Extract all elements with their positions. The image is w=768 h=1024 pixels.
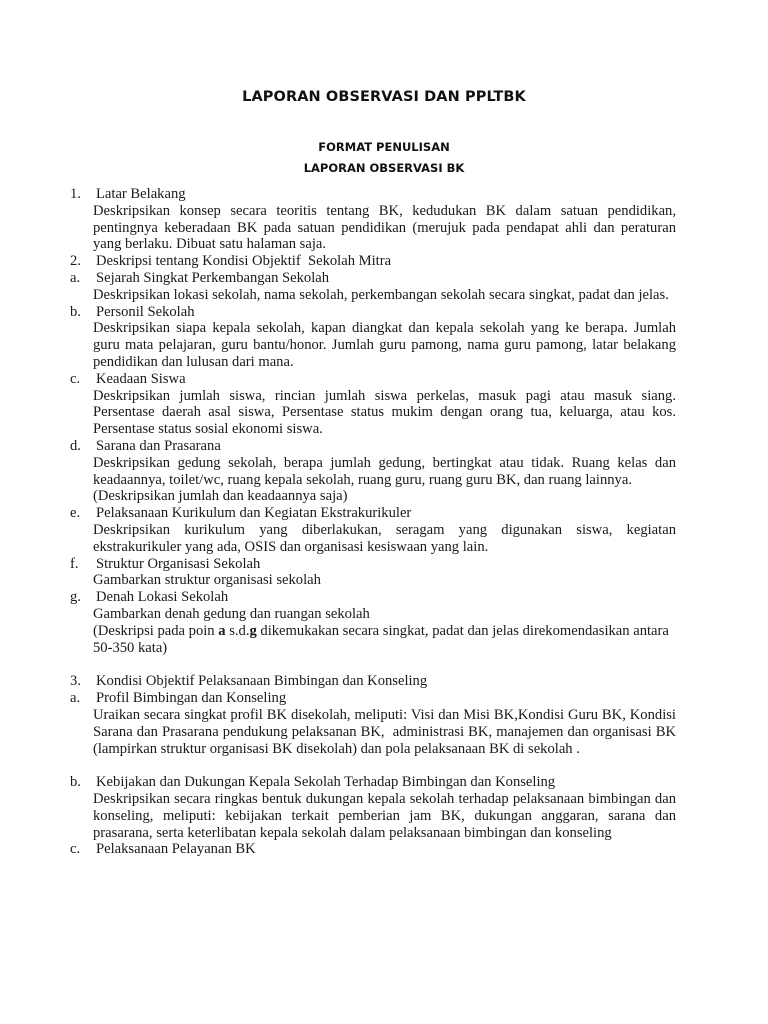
subsection-note: (Deskripsikan jumlah dan keadaannya saja) bbox=[93, 488, 348, 505]
subsection-heading: Kebijakan dan Dukungan Kepala Sekolah Terhadap Bimbingan dan Konseling bbox=[96, 774, 556, 791]
note-bold-a: a bbox=[218, 622, 226, 639]
section-heading: Latar Belakang bbox=[96, 186, 186, 202]
subsection-pelaksanaan-pelayanan bbox=[70, 841, 676, 858]
note-text: (Deskripsi pada poin bbox=[93, 622, 219, 639]
subsection-personil bbox=[70, 304, 676, 371]
list-marker: f. bbox=[70, 555, 79, 572]
list-marker: 3. bbox=[70, 673, 81, 690]
section-kondisi-bk bbox=[70, 673, 676, 690]
list-marker: c. bbox=[70, 370, 81, 387]
subsection-profil-bk bbox=[70, 690, 680, 757]
subsection-heading: Sejarah Singkat Perkembangan Sekolah bbox=[96, 269, 330, 286]
subsection-heading: Sarana dan Prasarana bbox=[96, 437, 221, 454]
subsection-heading: Personil Sekolah bbox=[96, 303, 195, 320]
format-subtitle: FORMAT PENULISAN bbox=[318, 140, 450, 154]
spacer bbox=[70, 656, 676, 673]
note-text: dikemukakan secara singkat, padat dan jelas direkomendasikan antara 50-350 kata) bbox=[93, 622, 673, 656]
subsection-description: Deskripsikan secara ringkas bentuk dukungan kepala sekolah terhadap pelaksanaan bimbingan dan konseling, meliputi: kebijakan terkait pemberian jam BK, dukungan anggaran, sarana dan prasarana, serta keterlibatan kepala sekolah dalam pelaksanaan bimbingan dan konseling bbox=[93, 791, 676, 841]
note-bold-g: g bbox=[249, 622, 257, 639]
section-description: Deskripsikan konsep secara teoritis tentang BK, kedudukan BK dalam satuan pendidikan, pentingnya keberadaan BK pada satuan pendidikan (merujuk pada pendapat ahli dan peraturan yang berlaku. Dibuat satu halaman saja. bbox=[93, 202, 676, 253]
section-kondisi-sekolah bbox=[70, 253, 676, 270]
list-marker: b. bbox=[70, 774, 81, 791]
subsection-sejarah bbox=[70, 270, 676, 304]
note-text: s.d. bbox=[225, 622, 250, 639]
subsection-description: Deskripsikan gedung sekolah, berapa jumlah gedung, bertingkat atau tidak. Ruang kelas dan keadaannya, toilet/wc, ruang kepala sekolah, ruang guru, ruang guru BK, dan ruang lainnya. bbox=[93, 454, 676, 488]
section-latar-belakang bbox=[70, 186, 676, 253]
document-title: LAPORAN OBSERVASI DAN PPLTBK bbox=[242, 89, 526, 105]
list-marker: g. bbox=[70, 589, 81, 606]
list-marker: e. bbox=[70, 505, 81, 522]
subsection-description: Gambarkan struktur organisasi sekolah bbox=[93, 572, 321, 589]
section-heading: Deskripsi tentang Kondisi Objektif Sekolah Mitra bbox=[96, 253, 392, 270]
subsection-heading: Profil Bimbingan dan Konseling bbox=[96, 690, 287, 707]
subsection-heading: Keadaan Siswa bbox=[96, 370, 186, 387]
list-marker: 2. bbox=[70, 253, 81, 270]
subsection-heading: Pelaksanaan Kurikulum dan Kegiatan Ekstrakurikuler bbox=[96, 505, 412, 522]
subsection-description: Uraikan secara singkat profil BK disekolah, meliputi: Visi dan Misi BK,Kondisi Guru BK, Kondisi Sarana dan Prasarana pendukung pelaksanan BK, administrasi BK, manajemen dan organisasi BK (lampirkan struktur organisasi BK disekolah) dan pola pelaksanaan BK di sekolah . bbox=[93, 706, 680, 757]
subsection-heading: Pelaksanaan Pelayanan BK bbox=[96, 841, 256, 858]
subsection-description: Deskripsikan siapa kepala sekolah, kapan diangkat dan kepala sekolah yang ke berapa. Jumlah guru mata pelajaran, guru bantu/honor. Jumlah guru pamong, nama guru pamong, latar belakang pendidikan dan lulusan dari mana. bbox=[93, 320, 676, 370]
list-marker: b. bbox=[70, 303, 81, 320]
subsection-struktur bbox=[70, 556, 676, 590]
subsection-keadaan-siswa bbox=[70, 371, 676, 438]
document-body bbox=[70, 186, 680, 858]
section-heading: Kondisi Objektif Pelaksanaan Bimbingan dan Konseling bbox=[96, 673, 428, 690]
report-subtitle: LAPORAN OBSERVASI BK bbox=[303, 161, 465, 175]
subsection-description: Gambarkan denah gedung dan ruangan sekolah bbox=[93, 605, 370, 622]
subsection-kebijakan bbox=[70, 774, 676, 841]
subsection-kurikulum bbox=[70, 505, 676, 555]
word-count-note bbox=[93, 623, 676, 657]
list-marker: a. bbox=[70, 690, 81, 707]
subsection-description: Deskripsikan jumlah siswa, rincian jumlah siswa perkelas, masuk pagi atau masuk siang. Persentase daerah asal siswa, Persentase status mukim dengan orang tua, keluarga, atau kos. Persentase status sosial ekonomi siswa. bbox=[93, 387, 676, 438]
list-marker: a. bbox=[70, 269, 81, 286]
subsection-sarana bbox=[70, 438, 676, 505]
subsection-description: Deskripsikan lokasi sekolah, nama sekolah, perkembangan sekolah secara singkat, padat dan jelas. bbox=[93, 286, 669, 303]
spacer bbox=[70, 757, 676, 774]
list-marker: d. bbox=[70, 437, 81, 454]
subsection-description: Deskripsikan kurikulum yang diberlakukan, seragam yang digunakan siswa, kegiatan ekstrakurikuler yang ada, OSIS dan organisasi kesiswaan yang lain. bbox=[93, 521, 676, 555]
subsection-denah bbox=[70, 589, 676, 656]
subsection-heading: Denah Lokasi Sekolah bbox=[96, 589, 229, 606]
subsection-heading: Struktur Organisasi Sekolah bbox=[96, 555, 261, 572]
list-marker: 1. bbox=[70, 186, 81, 202]
list-marker: c. bbox=[70, 841, 81, 858]
